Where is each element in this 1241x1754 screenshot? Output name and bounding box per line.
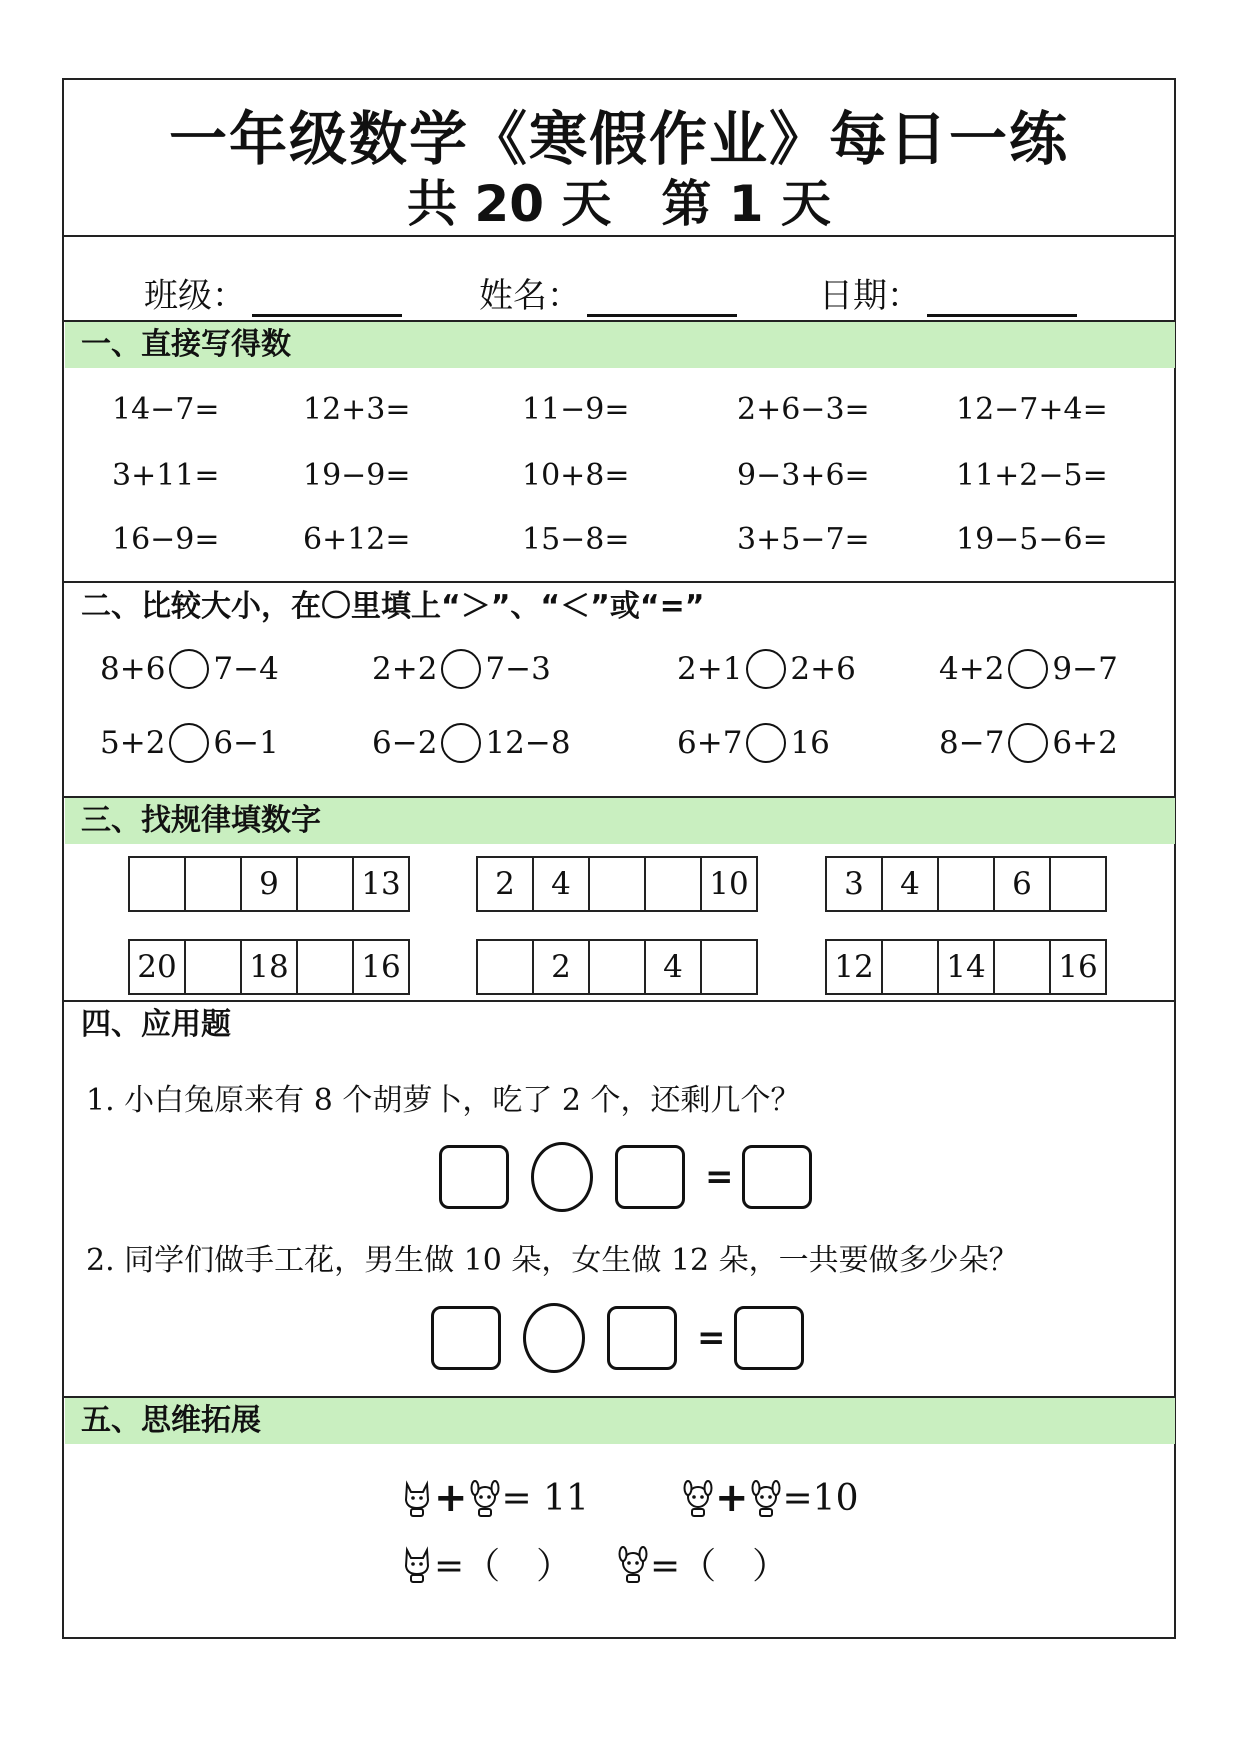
class-label: 班级： [144,276,246,316]
puzzle-answer-dog[interactable] [616,1538,788,1589]
equation[interactable]: 10+8= [522,458,630,493]
sequence-cell: 13 [352,856,410,912]
comparison [677,723,830,763]
comparison-right: 12−8 [485,725,571,761]
comparison-circle[interactable] [1008,723,1048,763]
problem-2: 2. 同学们做手工花，男生做 10 朵，女生做 12 朵，一共要做多少朵？ [86,1243,1019,1278]
sequence-cell: 18 [240,939,298,995]
dog-icon [683,1478,713,1518]
sequence-cell[interactable] [937,856,995,912]
equals-sign: = [697,1318,726,1358]
equation[interactable]: 3+5−7= [737,522,870,557]
answer-row-2 [431,1303,804,1373]
sequence-cell: 4 [881,856,939,912]
comparison-right: 6−1 [213,725,279,761]
comparison-right: 9−7 [1052,651,1118,687]
puzzle-eq-1-result: = 11 [501,1477,589,1519]
comparison-circle[interactable] [169,649,209,689]
sequence-cell: 4 [644,939,702,995]
cat-icon [402,1478,432,1518]
section1-heading: 一、直接写得数 [65,322,1175,368]
section5-heading: 五、思维拓展 [65,1398,1175,1444]
sequence-cell[interactable] [184,856,242,912]
name-blank[interactable] [587,274,737,317]
dog-icon [470,1478,500,1518]
sequence-cell: 3 [825,856,883,912]
comparison [100,723,279,763]
comparison-right: 2+6 [790,651,856,687]
puzzle-eq-2 [681,1475,859,1521]
comparison-left: 8−7 [939,725,1005,761]
date-field[interactable] [819,268,1077,317]
sequence-cell[interactable] [588,939,646,995]
page-subtitle: 共 20 天 第 1 天 [407,175,831,233]
sequence-cell[interactable] [184,939,242,995]
sequence-cell: 4 [532,856,590,912]
name-label: 姓名： [479,276,581,316]
answer-box[interactable] [431,1306,501,1370]
divider [64,235,1174,237]
sequence-cell[interactable] [993,939,1051,995]
sequence-row [825,939,1107,995]
name-field[interactable] [479,268,737,317]
section3-heading: 三、找规律填数字 [65,798,1175,844]
cat-answer-blank[interactable]: =（ ） [434,1546,573,1587]
operator-circle[interactable] [523,1303,585,1373]
problem-1: 1. 小白兔原来有 8 个胡萝卜，吃了 2 个，还剩几个？ [86,1083,801,1118]
dog-icon [751,1478,781,1518]
class-blank[interactable] [252,274,402,317]
sequence-row [476,856,758,912]
sequence-cell[interactable] [881,939,939,995]
equation[interactable]: 14−7= [112,392,220,427]
comparison-right: 7−3 [485,651,551,687]
answer-box[interactable] [607,1306,677,1370]
comparison-right: 7−4 [213,651,279,687]
equation[interactable]: 19−5−6= [956,522,1108,557]
comparison-left: 6−2 [372,725,438,761]
cat-icon [402,1544,432,1584]
sequence-row [476,939,758,995]
comparison-circle[interactable] [746,723,786,763]
sequence-cell[interactable] [128,856,186,912]
sequence-cell[interactable] [700,939,758,995]
equation[interactable]: 15−8= [522,522,630,557]
sequence-cell: 16 [1049,939,1107,995]
comparison-circle[interactable] [441,723,481,763]
section4-heading: 四、应用题 [81,1007,231,1042]
sequence-cell[interactable] [644,856,702,912]
equation[interactable]: 11−9= [522,392,630,427]
sequence-cell: 12 [825,939,883,995]
comparison [939,723,1118,763]
equation[interactable]: 16−9= [112,522,220,557]
student-info [64,250,1174,330]
sequence-row [128,856,410,912]
sequence-row [128,939,410,995]
equation[interactable]: 6+12= [303,522,411,557]
comparison-left: 4+2 [939,651,1005,687]
sequence-cell[interactable] [476,939,534,995]
comparison-left: 2+2 [372,651,438,687]
sequence-cell: 16 [352,939,410,995]
equation[interactable]: 9−3+6= [737,458,870,493]
dog-answer-blank[interactable]: =（ ） [650,1546,789,1587]
comparison [100,649,279,689]
plus-sign: + [715,1475,749,1521]
equation[interactable]: 2+6−3= [737,392,870,427]
puzzle-eq-1 [400,1475,589,1521]
worksheet [62,78,1176,1639]
operator-circle[interactable] [531,1142,593,1212]
answer-row-1 [439,1142,812,1212]
sequence-cell: 2 [476,856,534,912]
date-label: 日期： [819,276,921,316]
date-blank[interactable] [927,274,1077,317]
sequence-cell[interactable] [296,856,354,912]
equals-sign: = [705,1157,734,1197]
comparison [372,649,551,689]
comparison [939,649,1118,689]
sequence-cell[interactable] [296,939,354,995]
comparison-left: 2+1 [677,651,743,687]
dog-icon [618,1544,648,1584]
sequence-cell: 9 [240,856,298,912]
class-field[interactable] [144,268,402,317]
comparison [372,723,571,763]
sequence-cell: 20 [128,939,186,995]
comparison-circle[interactable] [1008,649,1048,689]
comparison-circle[interactable] [746,649,786,689]
comparison-left: 8+6 [100,651,166,687]
result-box[interactable] [742,1145,812,1209]
equation[interactable]: 3+11= [112,458,220,493]
equation[interactable]: 12+3= [303,392,411,427]
comparison-circle[interactable] [441,649,481,689]
sequence-cell[interactable] [588,856,646,912]
comparison-left: 5+2 [100,725,166,761]
equation[interactable]: 12−7+4= [956,392,1108,427]
comparison-circle[interactable] [169,723,209,763]
sequence-cell: 6 [993,856,1051,912]
puzzle-eq-2-result: =10 [782,1477,859,1519]
plus-sign: + [434,1475,468,1521]
comparison-right: 6+2 [1052,725,1118,761]
section2-heading: 二、比较大小，在〇里填上“＞”、“＜”或“=” [81,589,705,624]
comparison-right: 16 [790,725,830,761]
comparison-left: 6+7 [677,725,743,761]
result-box[interactable] [734,1306,804,1370]
equation[interactable]: 11+2−5= [956,458,1108,493]
sequence-cell: 10 [700,856,758,912]
page-title: 一年级数学《寒假作业》每日一练 [168,105,1069,173]
divider [64,581,1174,583]
sequence-cell: 2 [532,939,590,995]
comparison [677,649,856,689]
answer-box[interactable] [439,1145,509,1209]
puzzle-answer-cat[interactable] [400,1538,572,1589]
equation[interactable]: 19−9= [303,458,411,493]
sequence-cell: 14 [937,939,995,995]
answer-box[interactable] [615,1145,685,1209]
sequence-cell[interactable] [1049,856,1107,912]
sequence-row [825,856,1107,912]
